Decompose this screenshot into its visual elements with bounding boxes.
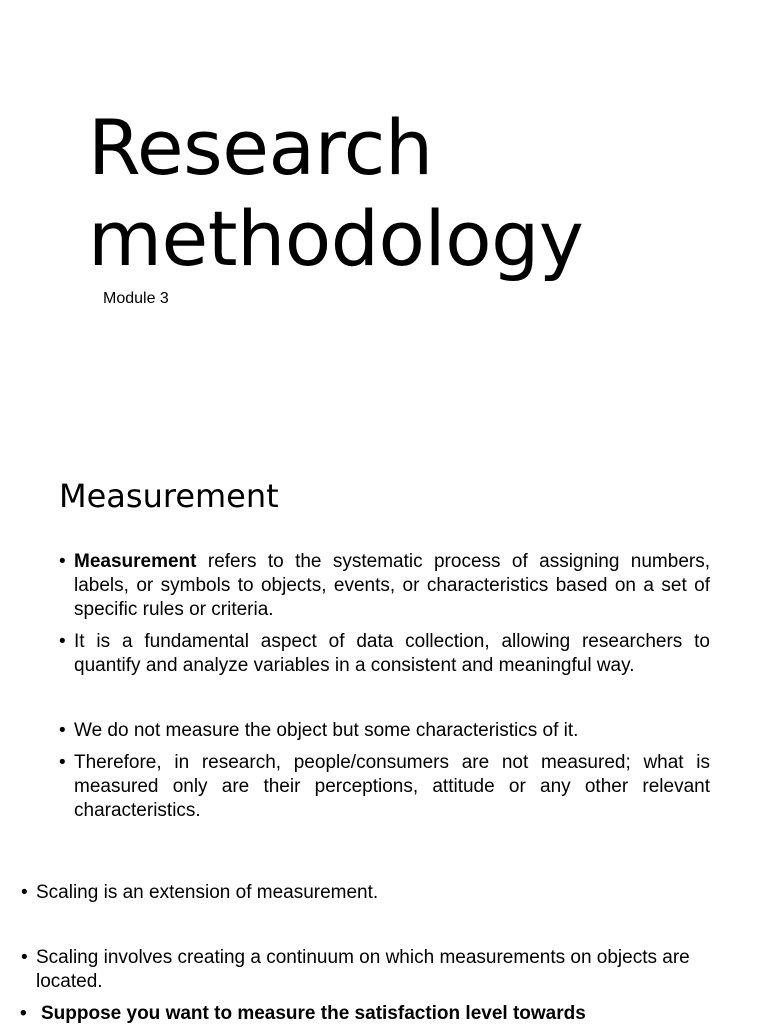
bullet-text: Scaling is an extension of measurement.	[36, 882, 379, 903]
scaling-bullet-list	[20, 881, 726, 1026]
bullet-dot: •	[59, 752, 66, 773]
bullet-text: Suppose you want to measure the satisfaction level towards	[41, 1003, 586, 1024]
bullet-text: Scaling involves creating a continuum on which measurements on objects are located.	[36, 947, 690, 992]
title-line-1: Research	[88, 103, 433, 192]
bullet-item	[59, 630, 710, 678]
bullet-item	[21, 946, 726, 994]
bullet-item	[21, 881, 726, 905]
bullet-item	[59, 751, 710, 823]
bullet-item	[59, 719, 710, 743]
bold-term: Measurement	[74, 551, 197, 572]
bullet-item	[59, 550, 710, 622]
bullet-dot: •	[20, 1003, 27, 1024]
bullet-item	[20, 1002, 726, 1026]
title-line-2: methodology	[88, 194, 584, 283]
measurement-bullet-list-b	[59, 719, 710, 823]
bullet-dot: •	[59, 631, 66, 652]
measurement-heading: Measurement	[59, 477, 279, 515]
bullet-text: It is a fundamental aspect of data collection, allowing researchers to quantify and analyze variables in a consistent and meaningful way.	[74, 631, 710, 676]
bullet-dot: •	[59, 551, 66, 572]
bullet-dot: •	[59, 720, 66, 741]
slide-title	[88, 102, 748, 284]
bullet-text: refers to the systematic process of assigning numbers, labels, or symbols to objects, events, or characteristics based on a set of specific rules or criteria.	[74, 551, 710, 620]
slide-subtitle: Module 3	[103, 290, 169, 307]
bullet-text: We do not measure the object but some characteristics of it.	[74, 720, 579, 741]
measurement-bullet-list-a	[59, 550, 710, 678]
bullet-dot: •	[21, 882, 28, 903]
bullet-text: Therefore, in research, people/consumers are not measured; what is measured only are their perceptions, attitude or any other relevant characteristics.	[74, 752, 710, 821]
bullet-dot: •	[21, 947, 28, 968]
